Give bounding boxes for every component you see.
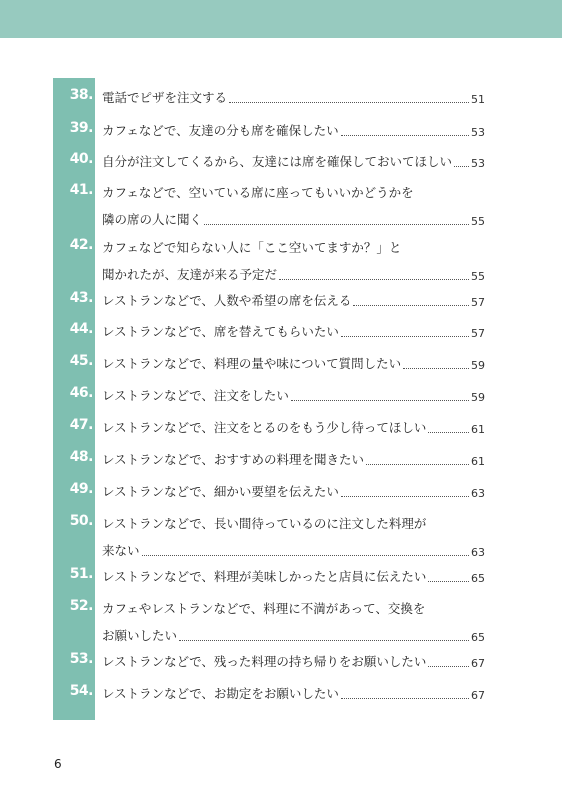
entry-title-line: レストランなどで、人数や希望の席を伝える (102, 293, 352, 308)
dot-leader (341, 496, 469, 497)
dot-leader (353, 305, 469, 306)
entry-page-number: 59 (471, 391, 485, 404)
entry-title-line: カフェなどで、空いている席に座ってもいいかどうかを (102, 185, 414, 200)
entry-title-row (102, 210, 485, 228)
entry-title-line: レストランなどで、料理が美味しかったと店員に伝えたい (102, 569, 427, 584)
entry-page-number: 61 (471, 455, 485, 468)
dot-leader (341, 698, 469, 699)
entry-title-row (102, 291, 485, 309)
entry-number: 40. (69, 151, 93, 167)
entry-title-row (102, 652, 485, 670)
entry-number: 48. (69, 449, 93, 465)
page-number: 6 (54, 757, 62, 771)
entry-title-line: 来ない (102, 543, 140, 558)
dot-leader (279, 279, 469, 280)
dot-leader (229, 102, 469, 103)
entry-number: 43. (69, 290, 93, 306)
entry-page-number: 57 (471, 296, 485, 309)
entry-title-line: レストランなどで、お勘定をお願いしたい (102, 686, 339, 701)
entry-number: 50. (69, 513, 93, 529)
entry-title-line: レストランなどで、注文をとるのをもう少し待ってほしい (102, 420, 427, 435)
entry-title-row (102, 626, 485, 644)
entry-title-row (102, 684, 485, 702)
entry-title-row (102, 121, 485, 139)
entry-page-number: 53 (471, 126, 485, 139)
entry-page-number: 59 (471, 359, 485, 372)
entry-title-row (102, 354, 485, 372)
dot-leader (341, 135, 469, 136)
entry-page-number: 65 (471, 631, 485, 644)
entry-number: 42. (69, 237, 93, 253)
entry-title-row (102, 418, 485, 436)
entry-title-line: お願いしたい (102, 628, 178, 643)
entry-number: 54. (69, 683, 93, 699)
entry-title-line: 聞かれたが、友達が来る予定だ (102, 267, 278, 282)
entry-number: 41. (69, 182, 93, 198)
entry-number: 51. (69, 566, 93, 582)
entry-page-number: 67 (471, 689, 485, 702)
entry-title-line: カフェやレストランなどで、料理に不満があって、交換を (102, 601, 426, 616)
entry-page-number: 63 (471, 487, 485, 500)
entry-page-number: 53 (471, 157, 485, 170)
entry-title-line: レストランなどで、長い間待っているのに注文した料理が (102, 516, 427, 531)
entry-title-row (102, 152, 485, 170)
entry-title-line: カフェなどで知らない人に「ここ空いてますか？」と (102, 240, 402, 255)
entry-title-line: レストランなどで、細かい要望を伝えたい (102, 484, 339, 499)
entry-number: 47. (69, 417, 93, 433)
entry-number: 44. (69, 321, 93, 337)
entry-title-line: レストランなどで、残った料理の持ち帰りをお願いしたい (102, 654, 427, 669)
dot-leader (142, 555, 469, 556)
dot-leader (204, 224, 469, 225)
entry-page-number: 61 (471, 423, 485, 436)
entry-number: 39. (69, 120, 93, 136)
entry-title-row (102, 482, 485, 500)
dot-leader (428, 666, 469, 667)
entry-title-row (102, 450, 485, 468)
entry-title-row (102, 386, 485, 404)
entry-number: 49. (69, 481, 93, 497)
dot-leader (341, 336, 469, 337)
entry-number: 38. (69, 87, 93, 103)
entry-page-number: 51 (471, 93, 485, 106)
entry-title-row (102, 265, 485, 283)
dot-leader (291, 400, 469, 401)
entry-page-number: 55 (471, 270, 485, 283)
dot-leader (454, 166, 469, 167)
entry-title-line: 自分が注文してくるから、友達には席を確保しておいてほしい (102, 154, 453, 169)
dot-leader (428, 581, 469, 582)
entry-title-row (102, 541, 485, 559)
entry-title-line: レストランなどで、席を替えてもらいたい (102, 324, 339, 339)
dot-leader (403, 368, 469, 369)
entry-page-number: 67 (471, 657, 485, 670)
entry-page-number: 57 (471, 327, 485, 340)
entry-title-line: 隣の席の人に聞く (102, 212, 203, 227)
entry-title-row (102, 322, 485, 340)
entry-title-row (102, 567, 485, 585)
dot-leader (179, 640, 469, 641)
entry-page-number: 65 (471, 572, 485, 585)
entry-title-line: 電話でピザを注文する (102, 90, 228, 105)
entry-title-row (102, 88, 485, 106)
entry-page-number: 63 (471, 546, 485, 559)
entry-title-line: レストランなどで、おすすめの料理を聞きたい (102, 452, 365, 467)
entry-title-line: レストランなどで、注文をしたい (102, 388, 289, 403)
dot-leader (366, 464, 469, 465)
entry-number: 53. (69, 651, 93, 667)
entry-page-number: 55 (471, 215, 485, 228)
entry-number: 52. (69, 598, 93, 614)
entry-number: 45. (69, 353, 93, 369)
entry-number: 46. (69, 385, 93, 401)
top-color-band (0, 0, 562, 38)
entry-title-line: カフェなどで、友達の分も席を確保したい (102, 123, 339, 138)
entry-title-line: レストランなどで、料理の量や味について質問したい (102, 356, 402, 371)
dot-leader (428, 432, 469, 433)
